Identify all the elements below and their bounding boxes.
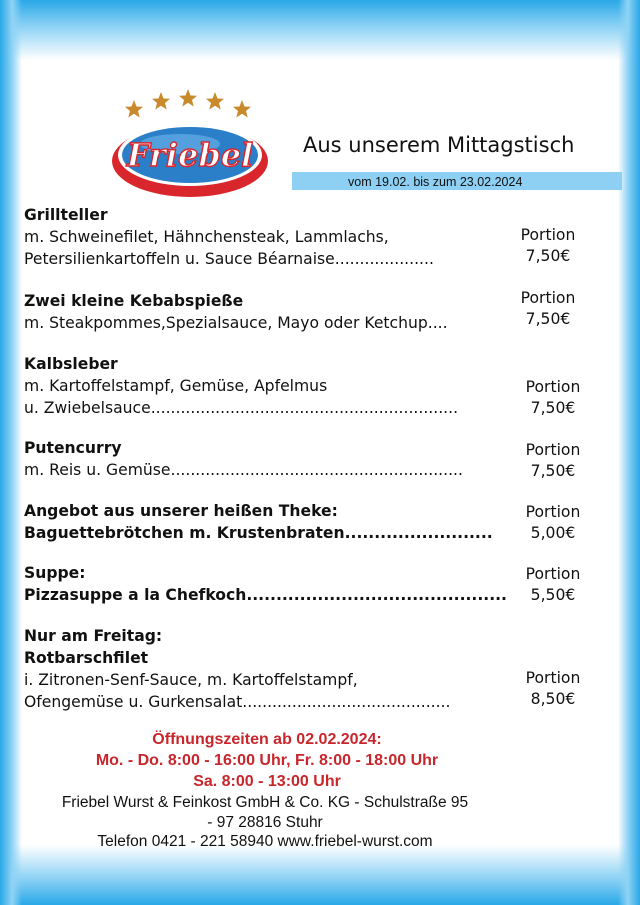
price: 5,00€ — [530, 524, 576, 542]
company-city: - 97 28816 Stuhr — [207, 814, 323, 831]
price: 7,50€ — [525, 310, 571, 328]
dish-description: m. Steakpommes,Spezialsauce, Mayo oder Ketchup.... — [24, 314, 448, 332]
price: 7,50€ — [530, 399, 576, 417]
price: 7,50€ — [525, 247, 571, 265]
portion-label: Portion — [520, 289, 576, 307]
dish-title: Angebot aus unserer heißen Theke: — [24, 502, 338, 520]
frame-top — [0, 0, 640, 60]
dish-title: Putencurry — [24, 439, 122, 457]
price: 7,50€ — [530, 462, 576, 480]
portion-label: Portion — [525, 669, 581, 687]
opening-hours-title: Öffnungszeiten ab 02.02.2024: — [152, 731, 382, 748]
dish-description: Baguettebrötchen m. Krustenbraten......................... — [24, 524, 493, 542]
opening-hours-weekdays: Mo. - Do. 8:00 - 16:00 Uhr, Fr. 8:00 - 18:00 Uhr — [95, 752, 439, 769]
dish-description: Pizzasuppe a la Chefkoch............................................ — [24, 586, 507, 604]
dish-title: Rotbarschfilet — [24, 649, 149, 667]
portion-label: Portion — [525, 565, 581, 583]
portion-label: Portion — [525, 378, 581, 396]
dish-description: u. Zwiebelsauce.............................................................. — [24, 399, 459, 417]
portion-label: Portion — [525, 503, 581, 521]
dish-title: Grillteller — [24, 206, 108, 224]
price: 5,50€ — [530, 586, 576, 604]
price: 8,50€ — [530, 690, 576, 708]
dish-description: i. Zitronen-Senf-Sauce, m. Kartoffelstampf, — [24, 671, 358, 689]
company-contact: Telefon 0421 - 221 58940 www.friebel-wurst.com — [97, 833, 433, 850]
stars-icon — [125, 89, 251, 118]
dish-description: m. Schweinefilet, Hähnchensteak, Lammlachs, — [24, 228, 389, 246]
company-address: Friebel Wurst & Feinkost GmbH & Co. KG - Schulstraße 95 — [61, 794, 469, 811]
opening-hours-saturday: Sa. 8:00 - 13:00 Uhr — [193, 773, 341, 790]
dish-title: Kalbsleber — [24, 355, 118, 373]
dish-title: Nur am Freitag: — [24, 627, 163, 645]
date-range: vom 19.02. bis zum 23.02.2024 — [348, 175, 523, 189]
dish-description: Petersilienkartoffeln u. Sauce Béarnaise.................... — [24, 250, 434, 268]
dish-description: m. Reis u. Gemüse........................................................... — [24, 461, 463, 479]
page-title: Aus unserem Mittagstisch — [303, 133, 575, 157]
dish-title: Suppe: — [24, 564, 86, 582]
frame-bottom — [0, 845, 640, 905]
logo-text: Friebel — [126, 136, 254, 174]
dish-description: Ofengemüse u. Gurkensalat.......................................... — [24, 693, 451, 711]
dish-description: m. Kartoffelstampf, Gemüse, Apfelmus — [24, 377, 328, 395]
portion-label: Portion — [520, 226, 576, 244]
dish-title: Zwei kleine Kebabspieße — [24, 292, 244, 310]
portion-label: Portion — [525, 441, 581, 459]
friebel-logo — [110, 86, 270, 201]
